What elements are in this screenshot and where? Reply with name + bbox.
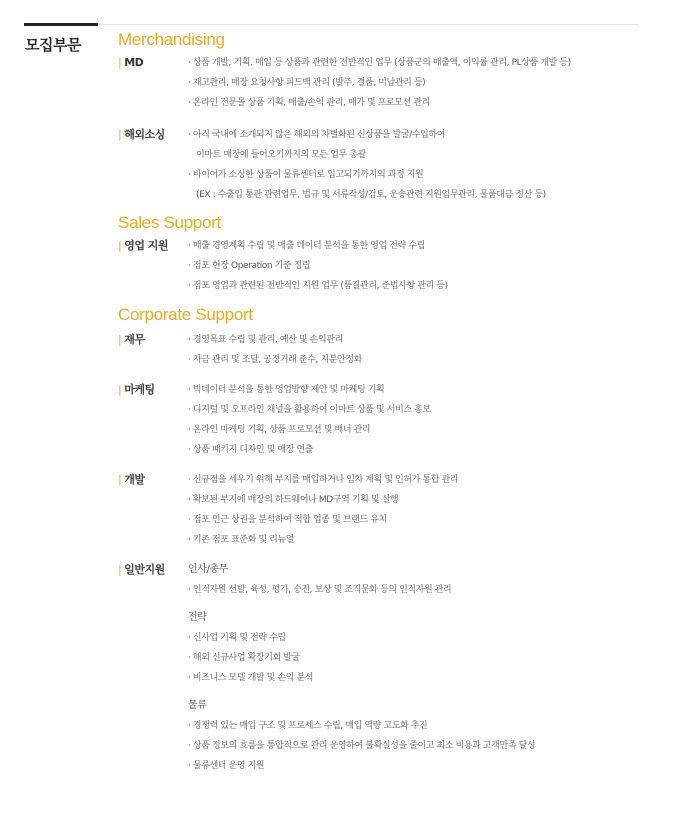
row-body-sales	[188, 236, 658, 296]
top-divider	[24, 24, 639, 25]
list-item: · 비즈니스 모델 개발 및 손익 분석	[188, 673, 314, 683]
list-item: · 점포 영업과 관련된 전반적인 지원 업무 (품질관리, 준법사항 관리 등)	[188, 281, 448, 291]
list-item: · 확보된 부지에 매장의 하드웨어나 MD구역 기획 및 실행	[188, 495, 399, 505]
row-label-text: 영업 지원	[124, 239, 169, 252]
row-body-finance	[188, 330, 658, 370]
row-finance	[118, 330, 658, 370]
row-md	[118, 53, 658, 113]
row-label-text: MD	[124, 56, 144, 69]
label-bar: |	[118, 56, 122, 69]
row-overseas	[118, 125, 658, 205]
list-item: · 인적자원 선발, 육성, 평가, 승진, 보상 및 조직문화 등의 인적자원 관리	[188, 585, 452, 595]
row-label-marketing	[118, 380, 188, 400]
list-item: · 아직 국내에 소개되지 않은 해외의 차별화된 신상품을 발굴/수입하여	[188, 130, 446, 140]
page-title: 모집부문	[25, 36, 81, 54]
list-item: · 점포 현장 Operation 기준 정립	[188, 261, 311, 271]
subsection-title-logistics: 물류	[188, 700, 207, 711]
row-label-text: 마케팅	[124, 383, 155, 396]
list-item: · 상품 패키지 디자인 및 매장 연출	[188, 445, 314, 455]
row-label-md	[118, 53, 188, 73]
label-bar: |	[118, 473, 122, 486]
row-label-development	[118, 470, 188, 490]
list-item: · 경영목표 수립 및 관리, 예산 및 손익관리	[188, 335, 343, 345]
label-bar: |	[118, 333, 122, 346]
row-body-md	[188, 53, 658, 113]
list-item: 이마트 매장에 들어오기까지의 모든 업무 총괄	[196, 150, 366, 160]
list-item: · 빅데이터 분석을 통한 영업방향 제안 및 마케팅 기획	[188, 385, 385, 395]
row-label-text: 해외소싱	[124, 128, 165, 141]
row-label-overseas	[118, 125, 188, 145]
list-item: · 물류센터 운영 지원	[188, 761, 265, 771]
label-bar: |	[118, 239, 122, 252]
group-title-merchandising: Merchandising	[118, 30, 225, 49]
list-item: · 바이어가 소싱한 상품이 물류센터로 입고되기까지의 과정 지원	[188, 170, 424, 180]
group-title-sales-support: Sales Support	[118, 213, 221, 232]
row-label-sales	[118, 236, 188, 256]
list-item: · 재고관리, 매장 요청사항 피드백 관리 (발주, 결품, 미납관리 등)	[188, 78, 426, 88]
label-bar: |	[118, 128, 122, 141]
row-marketing	[118, 380, 658, 460]
row-development	[118, 470, 658, 550]
list-item: · 점포 인근 상권을 분석하여 적합 업종 및 브랜드 유치	[188, 515, 387, 525]
row-label-finance	[118, 330, 188, 350]
label-bar: |	[118, 383, 122, 396]
row-body-marketing	[188, 380, 658, 460]
row-label-text: 재무	[124, 333, 145, 346]
list-item: · 경쟁력 있는 매입 구조 및 프로세스 수립, 매입 역량 고도화 추진	[188, 721, 428, 731]
row-label-text: 개발	[124, 473, 145, 486]
group-title-corporate-support: Corporate Support	[118, 305, 253, 324]
list-item: · 해외 신규사업 확장기회 발굴	[188, 653, 300, 663]
list-item: · 디지털 및 오프라인 채널을 활용하여 이마트 상품 및 서비스 홍보	[188, 405, 431, 415]
title-underline	[24, 23, 98, 26]
list-item: · 온라인 마케팅 기획, 상품 프로모션 및 배너 관리	[188, 425, 371, 435]
subsection-title-hr: 인사/총무	[188, 564, 229, 575]
list-item: · 온라인 전문몰 상품 기획, 매출/손익 관리, 매가 및 프로모션 관리	[188, 98, 430, 108]
label-bar: |	[118, 563, 122, 576]
row-label-text: 일반지원	[124, 563, 165, 576]
list-item: · 매출 경영계획 수립 및 매출 데이터 분석을 통한 영업 전략 수립	[188, 241, 425, 251]
list-item: · 신규점을 세우기 위해 부지를 매입하거나 임차 계획 및 인허가 통합 관리	[188, 475, 459, 485]
row-sales	[118, 236, 658, 296]
list-item: · 상품 정보의 흐름을 통합적으로 관리 운영하여 불확실성을 줄이고 최소 비용과 고객만족 달성	[188, 741, 536, 751]
row-body-development	[188, 470, 658, 550]
list-item: · 기존 점포 표준화 및 리뉴얼	[188, 535, 294, 545]
list-item: · 신사업 기획 및 전략 수립	[188, 633, 286, 643]
recruit-content	[118, 30, 658, 776]
row-body-overseas	[188, 125, 658, 205]
row-general-support	[118, 560, 658, 776]
row-body-general-support	[188, 560, 658, 776]
list-item: (EX : 수출입 통관 관련업무, 법규 및 서류작성/검토, 운송관련 지원업무관리, 물품대금 정산 등)	[196, 190, 546, 200]
subsection-title-strategy: 전략	[188, 612, 207, 623]
row-label-general-support	[118, 560, 188, 580]
list-item: · 자금 관리 및 조달, 공정거래 준수, 지분안정화	[188, 355, 362, 365]
list-item: · 상품 개발, 기획, 매입 등 상품과 관련한 전반적인 업무 (상품군의 매출액, 이익률 관리, PL상품 개발 등)	[188, 58, 571, 68]
